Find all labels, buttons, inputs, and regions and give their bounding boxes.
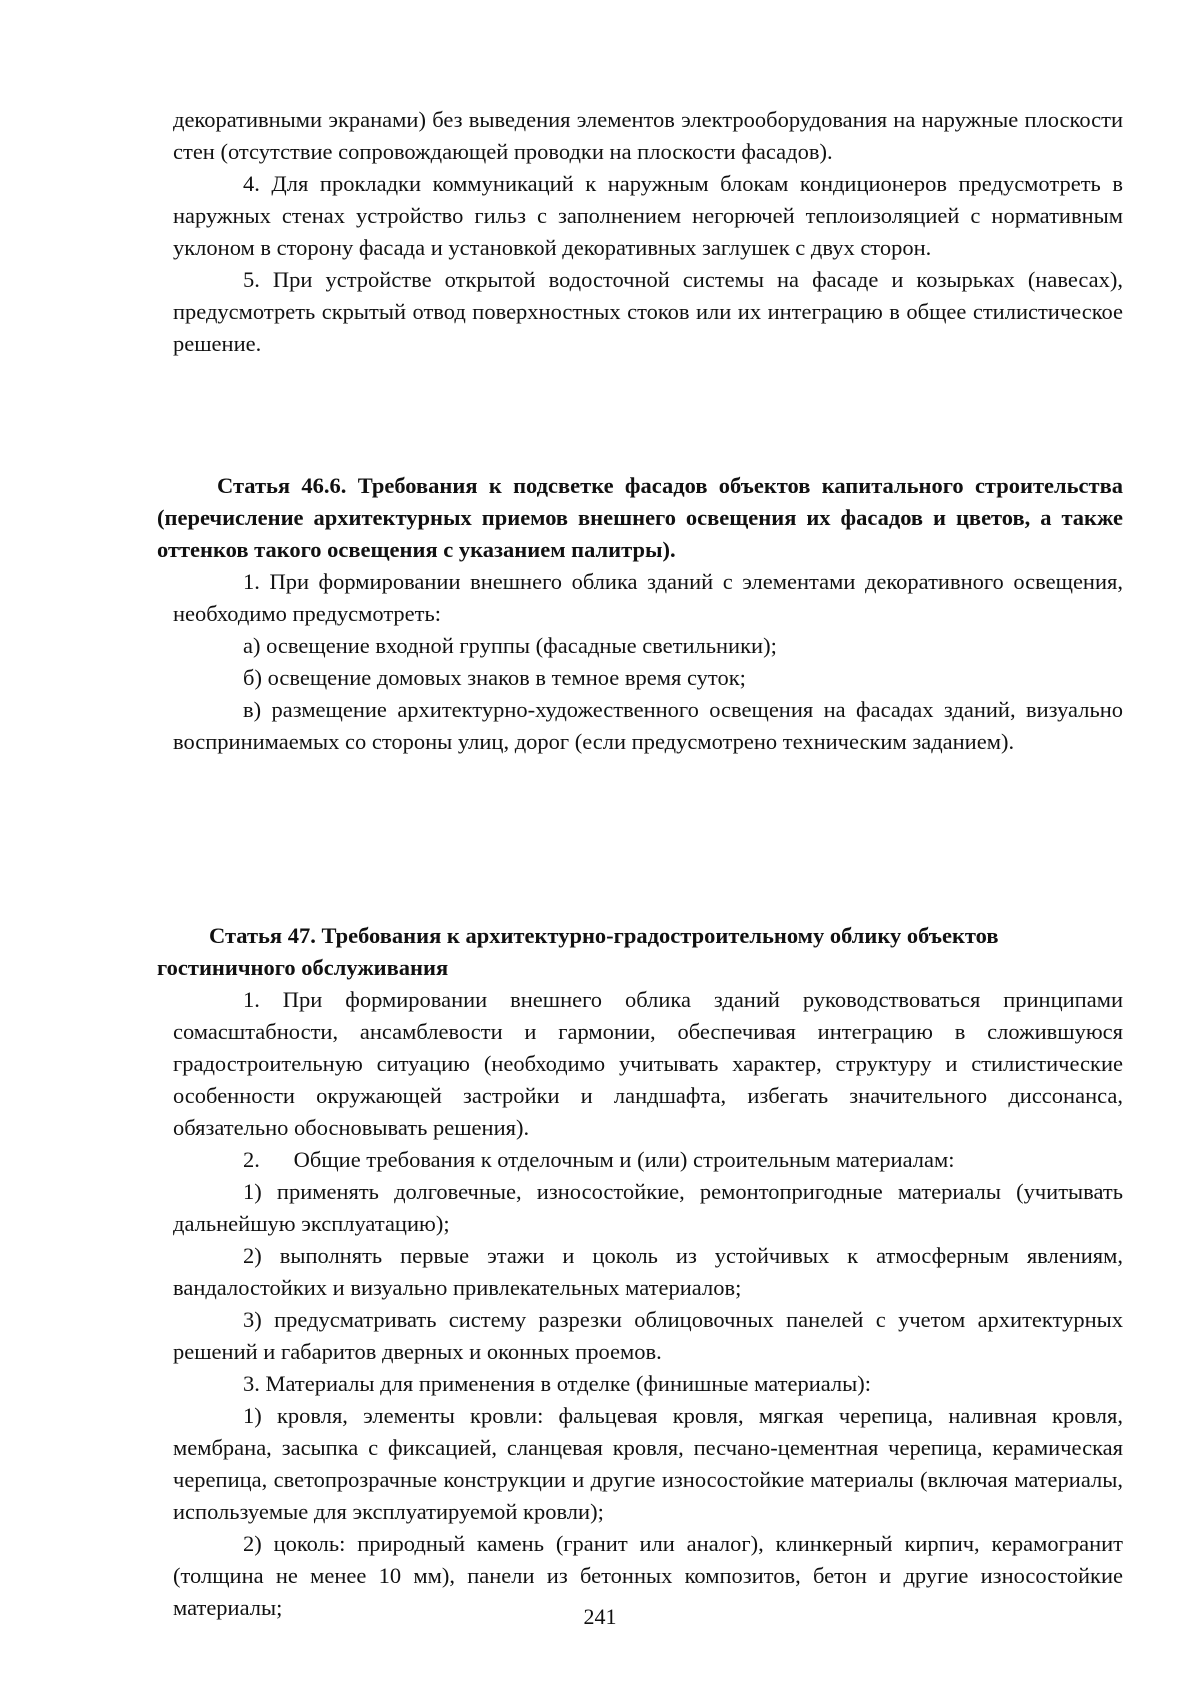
- article-46-6: [157, 470, 1123, 758]
- paragraph-item-4: 4. Для прокладки коммуникаций к наружным блокам кондиционеров предусмотреть в наружных стенах устройство гильз с заполнением негорючей теплоизоляцией с нормативным уклоном в сторону фасада и установкой декоративных заглушек с двух сторон.: [173, 171, 1123, 260]
- paragraph-item-b: б) освещение домовых знаков в темное время суток;: [243, 665, 746, 690]
- article-body: [157, 566, 1123, 758]
- paragraph-item-v: в) размещение архитектурно-художественного освещения на фасадах зданий, визуально воспринимаемых со стороны улиц, дорог (если предусмотрено техническим заданием).: [173, 697, 1123, 754]
- paragraph-item-3: 3. Материалы для применения в отделке (финишные материалы):: [243, 1371, 872, 1396]
- paragraph-continued: декоративными экранами) без выведения элементов электрооборудования на наружные плоскости стен (отсутствие сопровождающей проводки на плоскости фасадов).: [173, 107, 1123, 164]
- article-body: [157, 984, 1123, 1624]
- paragraph-item-1: 1. При формировании внешнего облика зданий руководствоваться принципами сомасштабности, ансамблевости и гармонии, обеспечивая интеграцию в сложившуюся градостроительную ситуацию (необходимо учитывать характер, структуру и стилистические особенности окружающей застройки и ландшафта, избегать значительного диссонанса, обязательно обосновывать решения).: [173, 987, 1123, 1140]
- paragraph-item-2: 2. Общие требования к отделочным и (или) строительным материалам:: [243, 1147, 955, 1172]
- article-heading: Статья 46.6. Требования к подсветке фасадов объектов капитального строительства (перечисление архитектурных приемов внешнего освещения их фасадов и цветов, а также оттенков такого освещения с указанием палитры).: [157, 473, 1123, 562]
- paragraph-subitem-2: 2) выполнять первые этажи и цоколь из устойчивых к атмосферным явлениям, вандалостойких и визуально привлекательных материалов;: [173, 1243, 1123, 1300]
- paragraph-subitem-3: 3) предусматривать систему разрезки облицовочных панелей с учетом архитектурных решений и габаритов дверных и оконных проемов.: [173, 1307, 1123, 1364]
- article-47: [157, 920, 1123, 1624]
- continued-section: [173, 104, 1123, 360]
- paragraph-plinth-materials: 2) цоколь: природный камень (гранит или аналог), клинкерный кирпич, керамогранит (толщина не менее 10 мм), панели из бетонных композитов, бетон и другие износостойкие материалы;: [173, 1531, 1123, 1620]
- paragraph-item-a: а) освещение входной группы (фасадные светильники);: [243, 633, 777, 658]
- paragraph-roof-materials: 1) кровля, элементы кровли: фальцевая кровля, мягкая черепица, наливная кровля, мембрана, засыпка с фиксацией, сланцевая кровля, песчано-цементная черепица, керамическая черепица, светопрозрачные конструкции и другие износостойкие материалы (включая материалы, используемые для эксплуатируемой кровли);: [173, 1403, 1123, 1524]
- paragraph-subitem-1: 1) применять долговечные, износостойкие, ремонтопригодные материалы (учитывать дальнейшую эксплуатацию);: [173, 1179, 1123, 1236]
- article-heading: Статья 47. Требования к архитектурно-градостроительному облику объектов гостиничного обслуживания: [157, 923, 999, 980]
- paragraph-item-5: 5. При устройстве открытой водосточной системы на фасаде и козырьках (навесах), предусмотреть скрытый отвод поверхностных стоков или их интеграцию в общее стилистическое решение.: [173, 267, 1123, 356]
- page-number: 241: [583, 1604, 617, 1629]
- paragraph-item-1: 1. При формировании внешнего облика зданий с элементами декоративного освещения, необходимо предусмотреть:: [173, 569, 1123, 626]
